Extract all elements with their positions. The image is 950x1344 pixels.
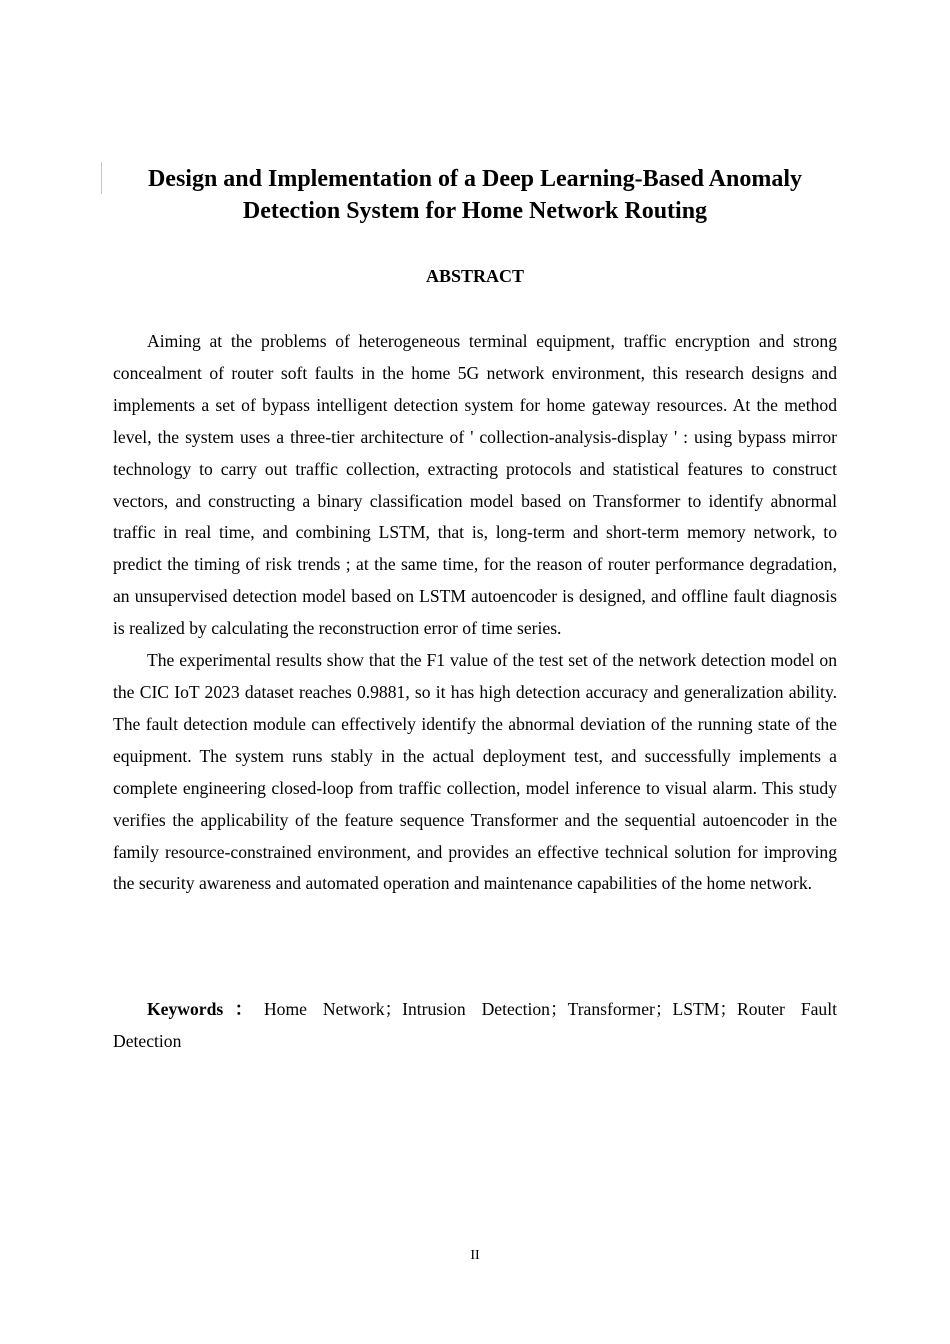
paper-title <box>110 163 840 227</box>
page-number: II <box>470 1248 480 1263</box>
margin-mark <box>101 162 102 194</box>
abstract-paragraph-1: Aiming at the problems of heterogeneous terminal equipment, traffic encryption and strong concealment of router soft faults in the home 5G network environment, this research designs and implements a set of bypass intelligent detection system for home gateway resources. At the method level, the system uses a three-tier architecture of ' collection-analysis-display ' : using bypass mirror technology to carry out traffic collection, extracting protocols and statistical features to construct vectors, and constructing a binary classification model based on Transformer to identify abnormal traffic in real time, and combining LSTM, that is, long-term and short-term memory network, to predict the timing of risk trends ; at the same time, for the reason of router performance degradation, an unsupervised detection model based on LSTM autoencoder is designed, and offline fault diagnosis is realized by calculating the reconstruction error of time series. <box>113 331 837 639</box>
paper-title-line-1: Design and Implementation of a Deep Learning-Based Anomaly <box>147 166 803 192</box>
abstract-paragraph-2: The experimental results show that the F1 value of the test set of the network detection model on the CIC IoT 2023 dataset reaches 0.9881, so it has high detection accuracy and generalization ability. The fault detection module can effectively identify the abnormal deviation of the running state of the equipment. The system runs stably in the actual deployment test, and successfully implements a complete engineering closed-loop from traffic collection, model inference to visual alarm. This study verifies the applicability of the feature sequence Transformer and the sequential autoencoder in the family resource-constrained environment, and provides an effective technical solution for improving the security awareness and automated operation and maintenance capabilities of the home network. <box>113 650 837 894</box>
keywords-text: Home Network；Intrusion Detection；Transformer；LSTM；Router Fault Detection <box>113 999 838 1051</box>
keywords <box>113 994 837 1057</box>
abstract-body <box>113 326 837 900</box>
abstract-heading: ABSTRACT <box>425 266 525 286</box>
keywords-label: Keywords： <box>147 999 264 1019</box>
paper-title-line-2: Detection System for Home Network Routing <box>242 198 708 224</box>
